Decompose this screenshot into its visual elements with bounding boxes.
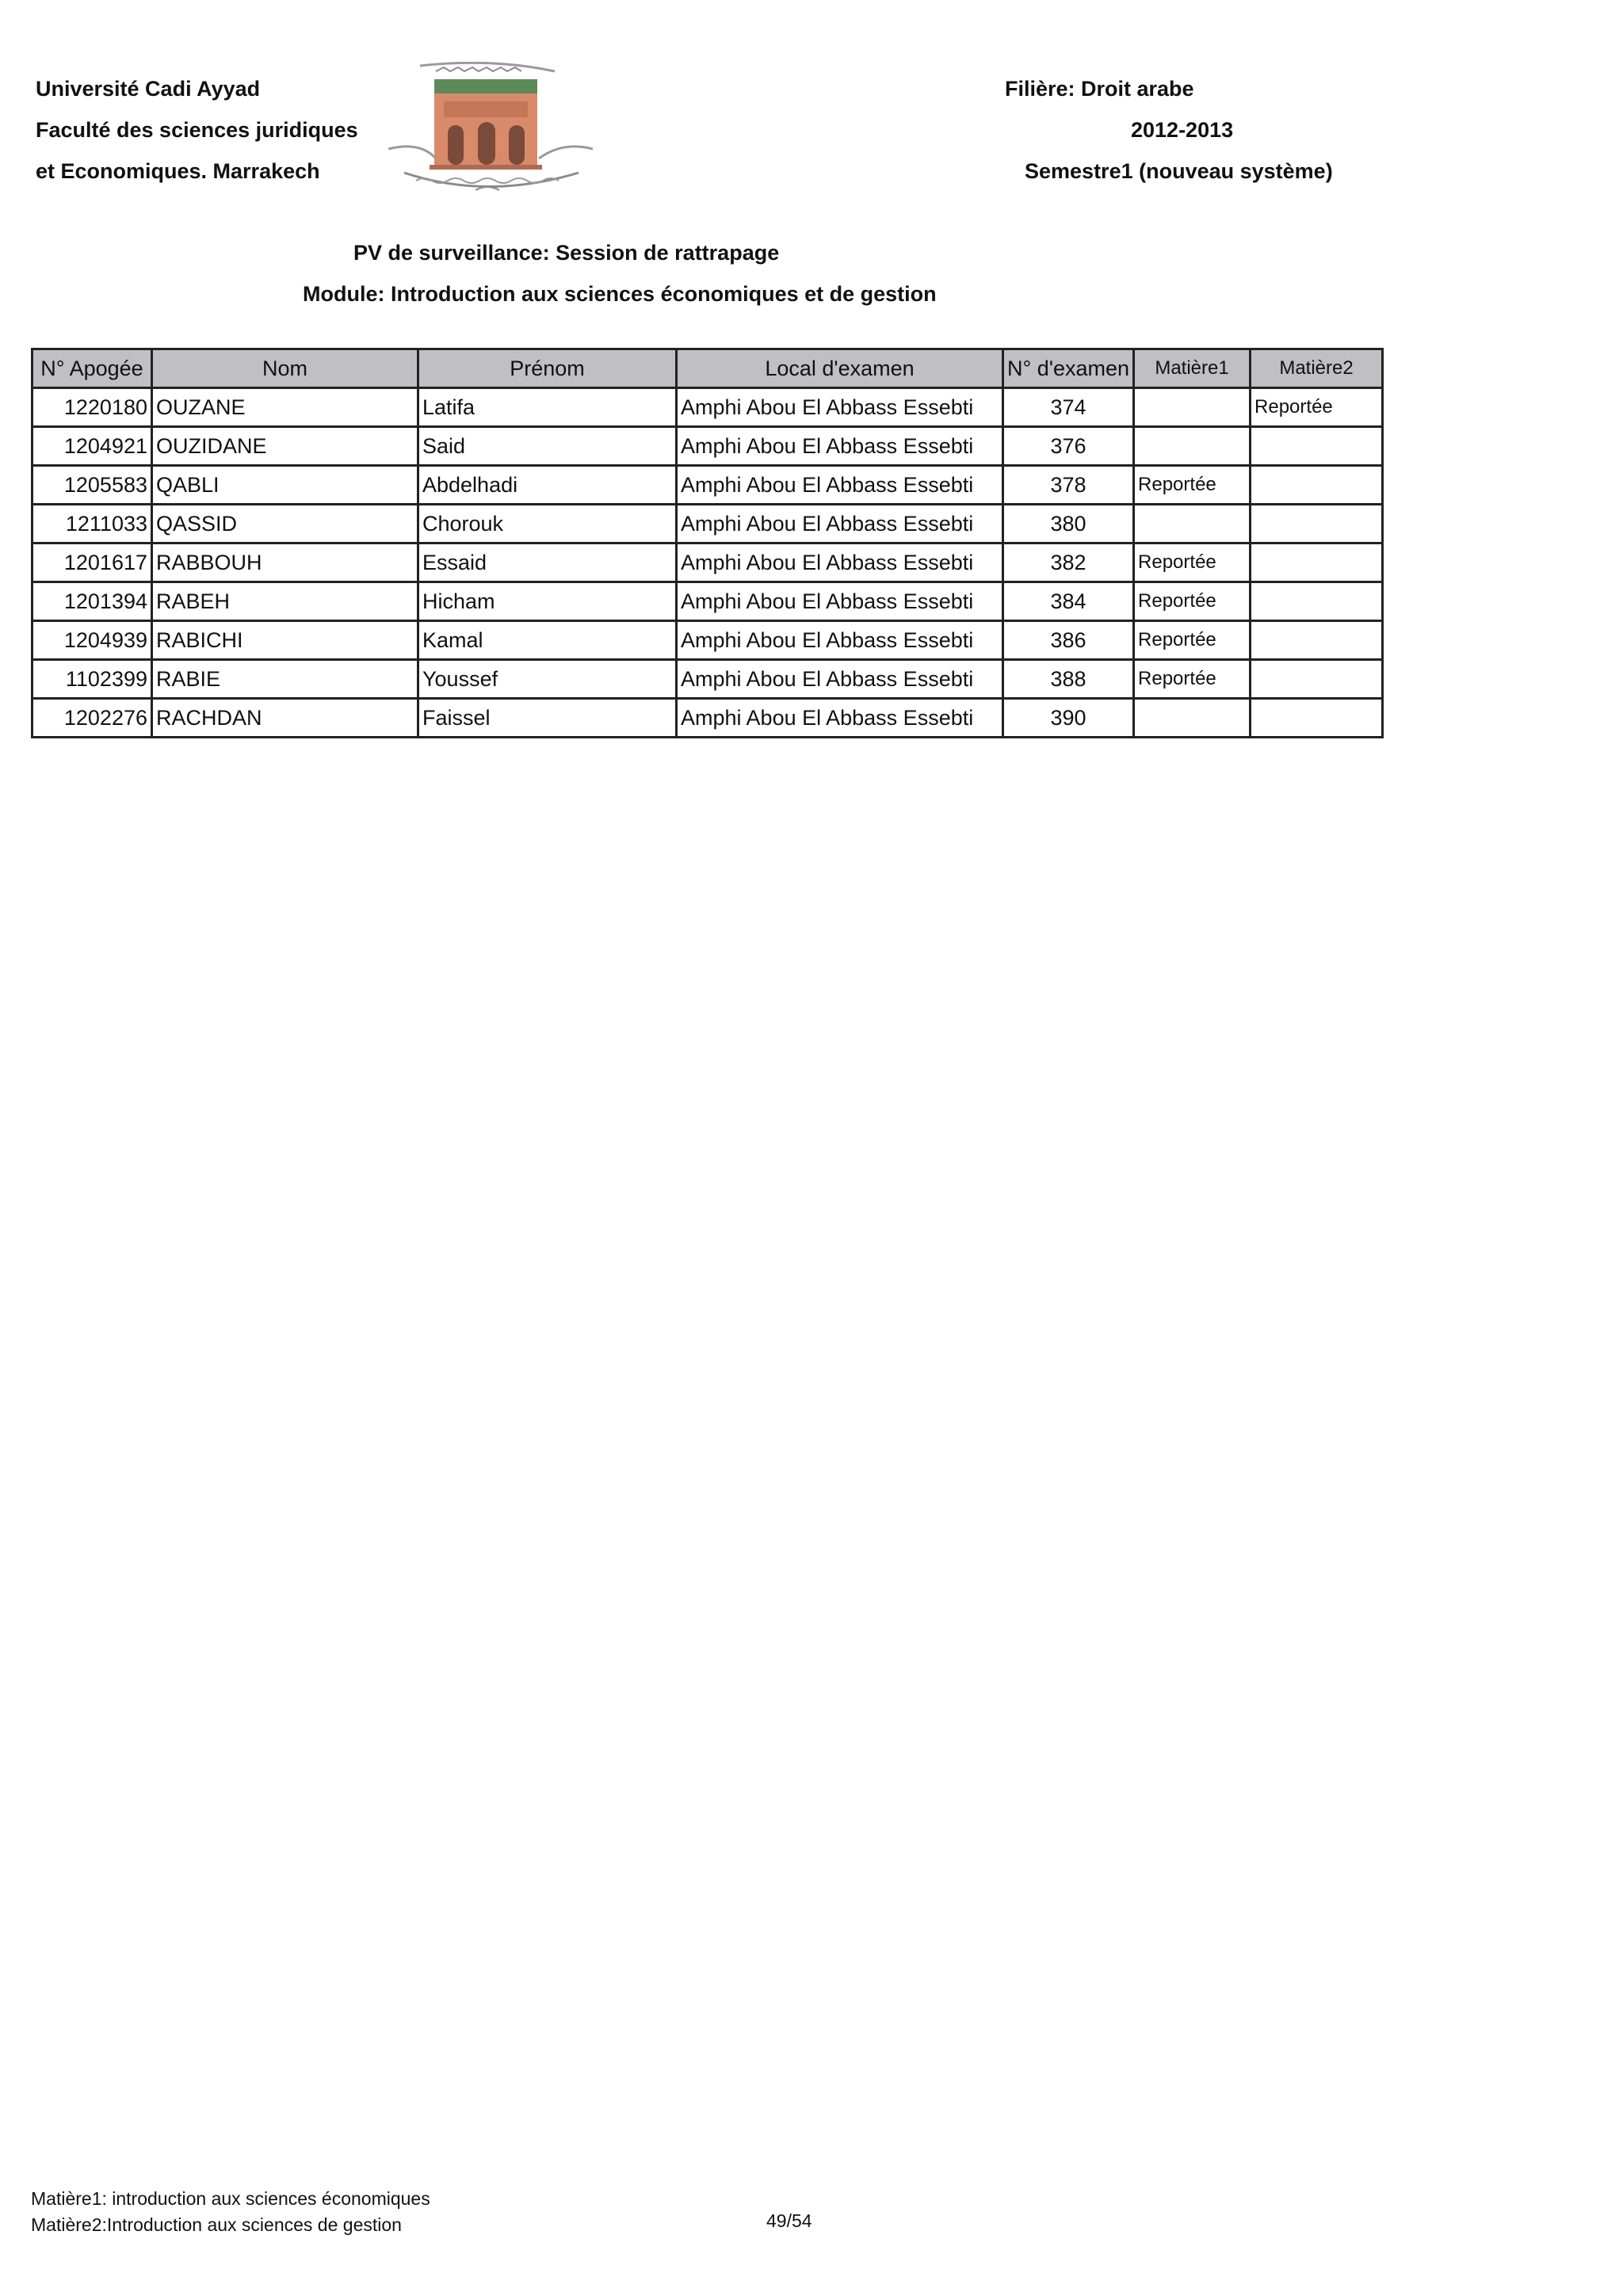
prenom-cell: Chorouk — [418, 505, 677, 543]
matiere2-cell: Reportée — [1251, 388, 1383, 427]
matiere1-cell: Reportée — [1134, 582, 1251, 621]
matiere2-cell — [1251, 466, 1383, 505]
apogee-cell: 1202276 — [32, 699, 152, 738]
module-title: Module: Introduction aux sciences économiques et de gestion — [303, 282, 937, 306]
local-cell: Amphi Abou El Abbass Essebti — [677, 466, 1003, 505]
matiere2-cell — [1251, 427, 1383, 466]
local-cell: Amphi Abou El Abbass Essebti — [677, 699, 1003, 738]
table-row — [32, 388, 1383, 427]
prenom-cell: Latifa — [418, 388, 677, 427]
nom-cell: RABICHI — [152, 621, 418, 660]
local-cell: Amphi Abou El Abbass Essebti — [677, 505, 1003, 543]
apogee-cell: 1201394 — [32, 582, 152, 621]
prenom-cell: Youssef — [418, 660, 677, 699]
faculty-gate-emblem-icon — [388, 62, 594, 196]
local-cell: Amphi Abou El Abbass Essebti — [677, 427, 1003, 466]
apogee-cell: 1204939 — [32, 621, 152, 660]
nom-cell: RABEH — [152, 582, 418, 621]
nom-cell: QASSID — [152, 505, 418, 543]
local-cell: Amphi Abou El Abbass Essebti — [677, 621, 1003, 660]
apogee-cell: 1102399 — [32, 660, 152, 699]
table-row — [32, 505, 1383, 543]
table-row — [32, 699, 1383, 738]
column-header-local: Local d'examen — [677, 349, 1003, 388]
examen-cell: 382 — [1003, 543, 1134, 582]
examen-cell: 376 — [1003, 427, 1134, 466]
page-number: 49/54 — [766, 2210, 812, 2231]
semester-label: Semestre1 (nouveau système) — [1025, 159, 1333, 183]
footnote-matiere1: Matière1: introduction aux sciences économiques — [31, 2188, 430, 2209]
matiere2-cell — [1251, 660, 1383, 699]
academic-year: 2012-2013 — [1131, 118, 1234, 142]
nom-cell: RABBOUH — [152, 543, 418, 582]
matiere1-cell — [1134, 427, 1251, 466]
column-header-examen: N° d'examen — [1003, 349, 1134, 388]
faculty-city: et Economiques. Marrakech — [36, 159, 320, 183]
column-header-nom: Nom — [152, 349, 418, 388]
institution-name: Université Cadi Ayyad — [36, 77, 261, 101]
examen-cell: 390 — [1003, 699, 1134, 738]
local-cell: Amphi Abou El Abbass Essebti — [677, 582, 1003, 621]
examen-cell: 388 — [1003, 660, 1134, 699]
nom-cell: QABLI — [152, 466, 418, 505]
table-row — [32, 427, 1383, 466]
table-row — [32, 543, 1383, 582]
matiere2-cell — [1251, 621, 1383, 660]
local-cell: Amphi Abou El Abbass Essebti — [677, 660, 1003, 699]
matiere1-cell — [1134, 505, 1251, 543]
examen-cell: 380 — [1003, 505, 1134, 543]
prenom-cell: Hicham — [418, 582, 677, 621]
matiere1-cell: Reportée — [1134, 466, 1251, 505]
nom-cell: OUZANE — [152, 388, 418, 427]
nom-cell: OUZIDANE — [152, 427, 418, 466]
local-cell: Amphi Abou El Abbass Essebti — [677, 388, 1003, 427]
table-row — [32, 660, 1383, 699]
prenom-cell: Essaid — [418, 543, 677, 582]
apogee-cell: 1201617 — [32, 543, 152, 582]
footnote-matiere2: Matière2:Introduction aux sciences de gestion — [31, 2214, 402, 2235]
prenom-cell: Faissel — [418, 699, 677, 738]
surveillance-table — [31, 348, 1384, 738]
matiere1-cell — [1134, 388, 1251, 427]
examen-cell: 386 — [1003, 621, 1134, 660]
nom-cell: RACHDAN — [152, 699, 418, 738]
prenom-cell: Kamal — [418, 621, 677, 660]
examen-cell: 374 — [1003, 388, 1134, 427]
examen-cell: 384 — [1003, 582, 1134, 621]
apogee-cell: 1205583 — [32, 466, 152, 505]
apogee-cell: 1211033 — [32, 505, 152, 543]
matiere2-cell — [1251, 582, 1383, 621]
apogee-cell: 1220180 — [32, 388, 152, 427]
matiere2-cell — [1251, 699, 1383, 738]
column-header-matiere2: Matière2 — [1251, 349, 1383, 388]
column-header-matiere1: Matière1 — [1134, 349, 1251, 388]
faculty-name: Faculté des sciences juridiques — [36, 118, 358, 142]
matiere1-cell: Reportée — [1134, 660, 1251, 699]
filiere-label: Filière: Droit arabe — [1005, 77, 1194, 101]
matiere1-cell: Reportée — [1134, 543, 1251, 582]
table-row — [32, 621, 1383, 660]
matiere2-cell — [1251, 543, 1383, 582]
table-row — [32, 582, 1383, 621]
prenom-cell: Said — [418, 427, 677, 466]
matiere1-cell — [1134, 699, 1251, 738]
prenom-cell: Abdelhadi — [418, 466, 677, 505]
table-row — [32, 466, 1383, 505]
column-header-prenom: Prénom — [418, 349, 677, 388]
column-header-apogee: N° Apogée — [32, 349, 152, 388]
apogee-cell: 1204921 — [32, 427, 152, 466]
matiere2-cell — [1251, 505, 1383, 543]
table-header-row — [32, 349, 1383, 388]
examen-cell: 378 — [1003, 466, 1134, 505]
nom-cell: RABIE — [152, 660, 418, 699]
pv-title: PV de surveillance: Session de rattrapage — [353, 241, 780, 265]
local-cell: Amphi Abou El Abbass Essebti — [677, 543, 1003, 582]
matiere1-cell: Reportée — [1134, 621, 1251, 660]
